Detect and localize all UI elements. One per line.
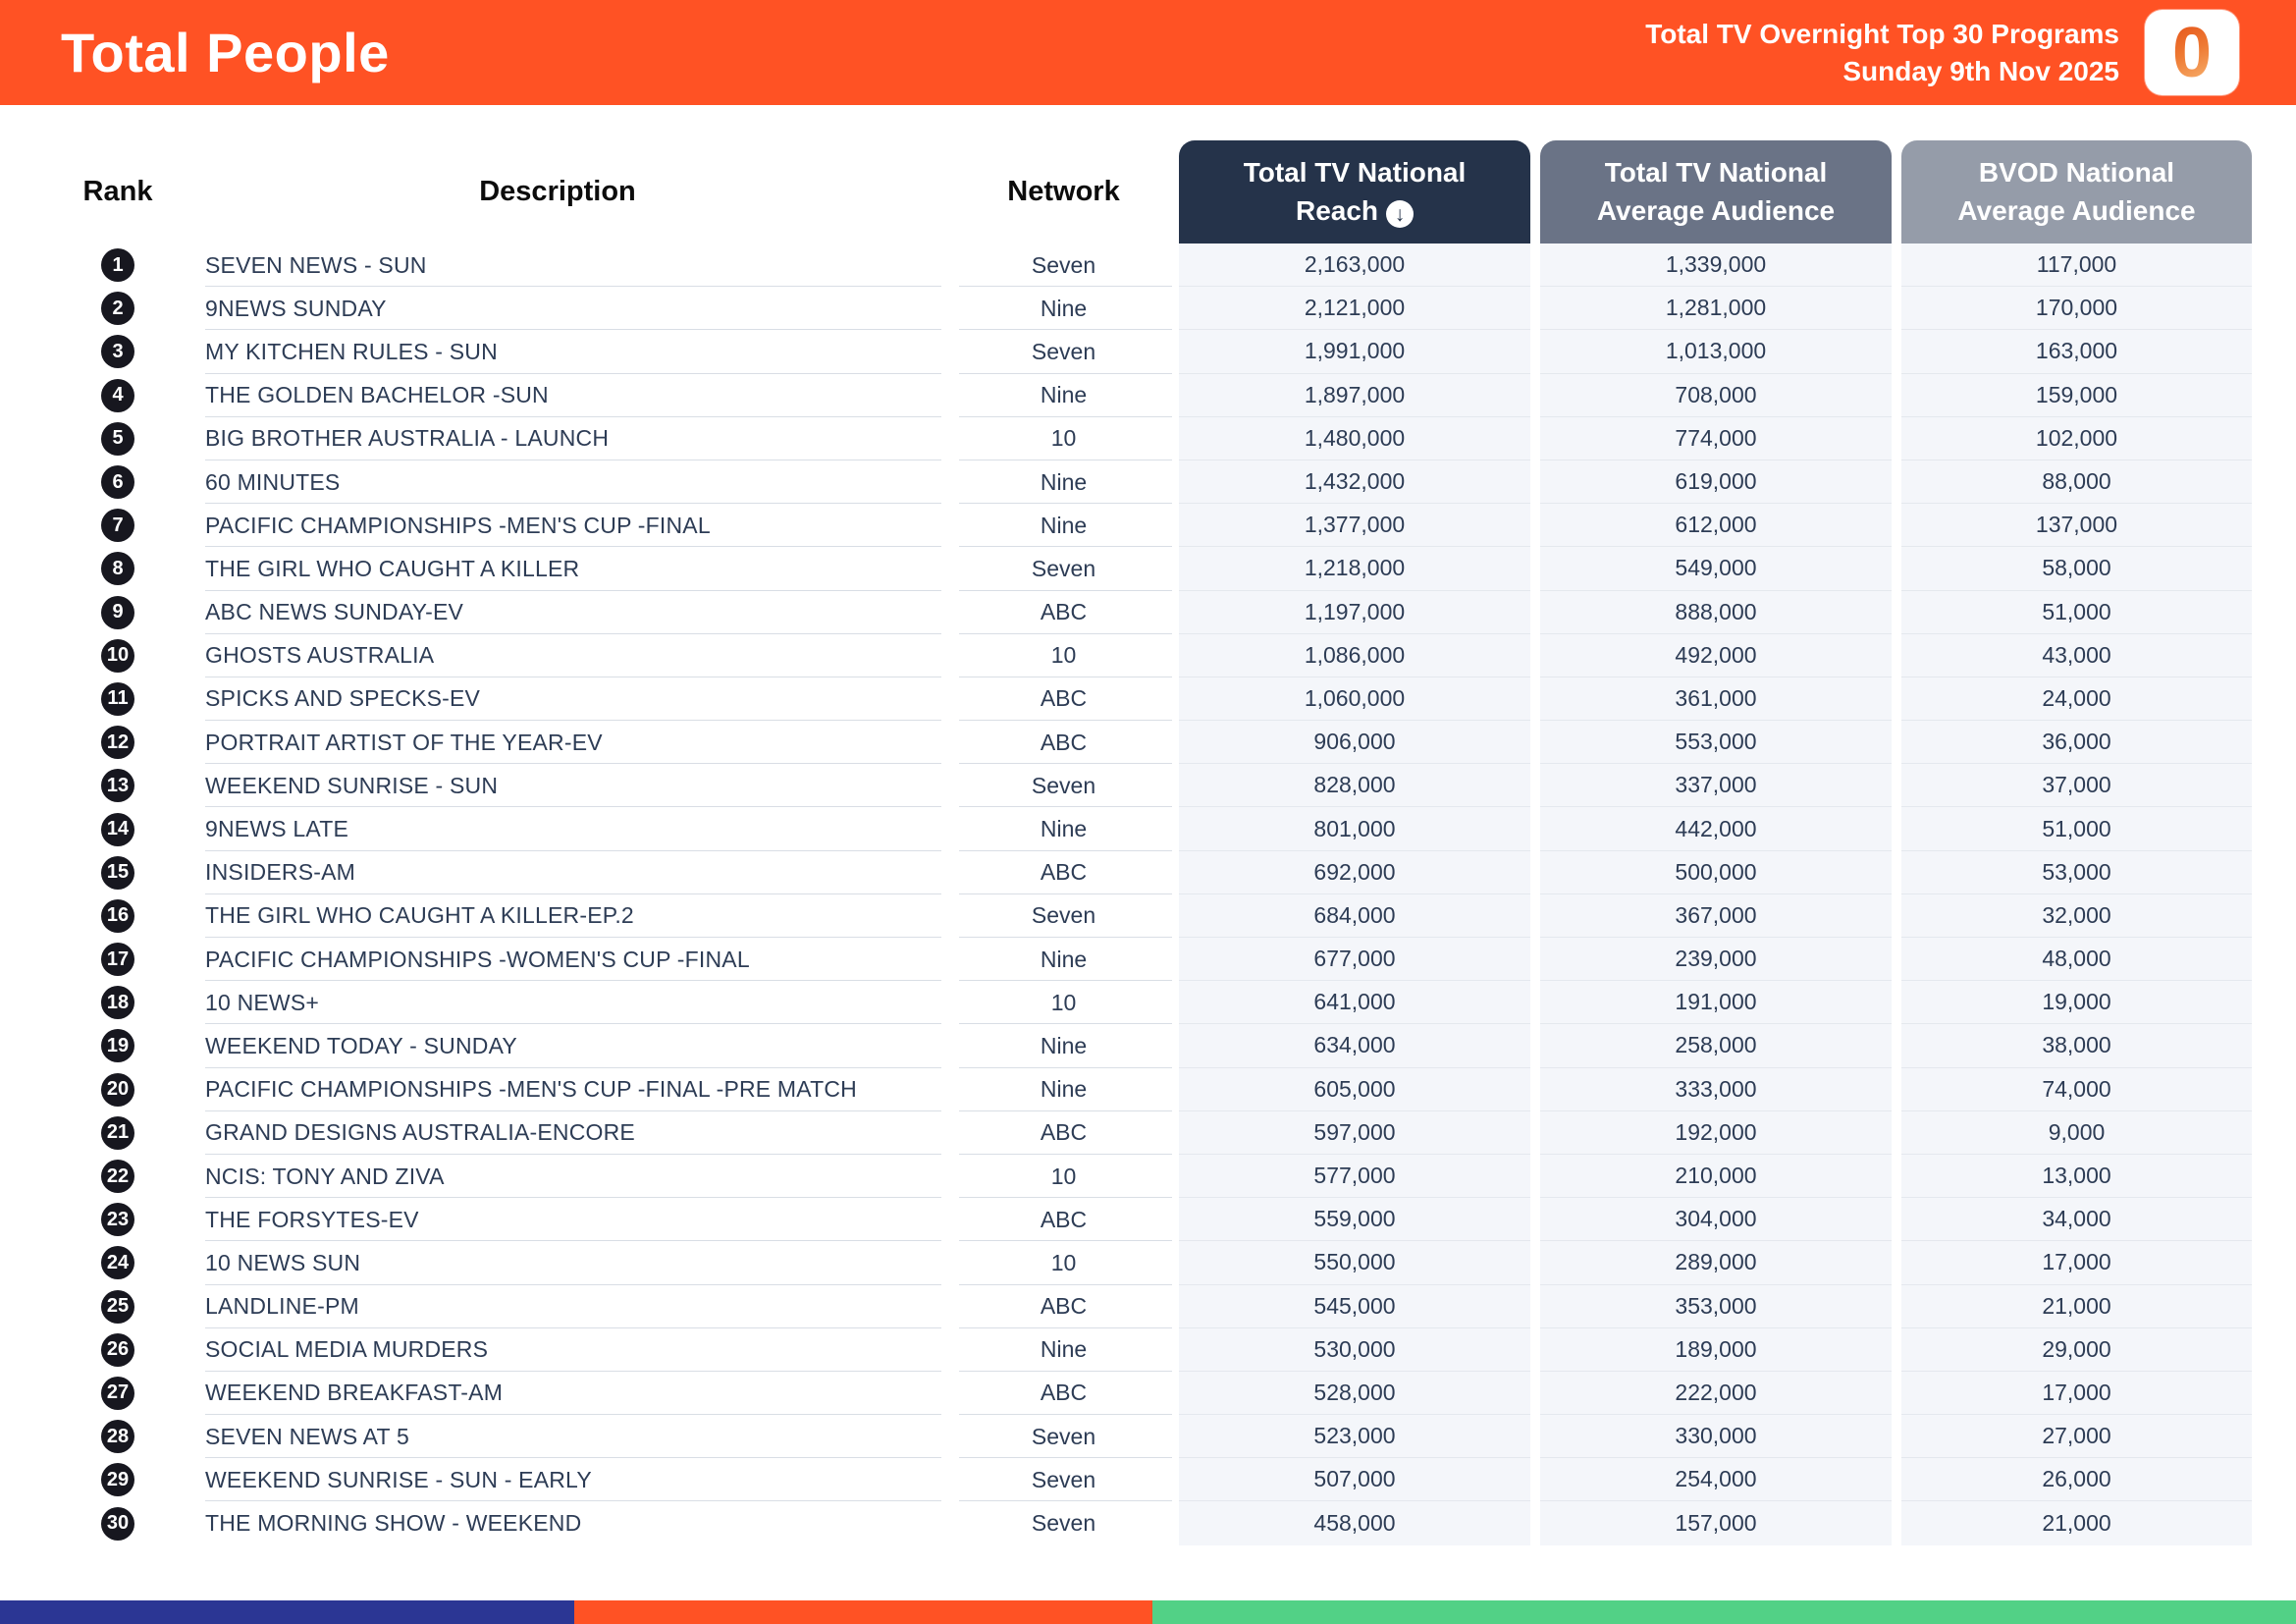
table-row: [74, 938, 2257, 981]
report-subtitle: [1645, 16, 2145, 90]
table-row: [74, 547, 2257, 590]
table-row: [74, 1501, 2257, 1544]
program-description: 9NEWS LATE: [162, 807, 953, 850]
total-tv-national-reach-value: 559,000: [1179, 1198, 1530, 1241]
total-tv-national-average-audience-value: 549,000: [1540, 547, 1892, 590]
total-tv-national-reach-value: 577,000: [1179, 1155, 1530, 1198]
program-network: 10: [953, 1155, 1174, 1198]
total-tv-national-average-audience-value: 1,013,000: [1540, 330, 1892, 373]
rank-badge: 25: [101, 1290, 134, 1324]
total-tv-national-reach-value: 1,086,000: [1179, 634, 1530, 677]
program-network: Nine: [953, 1068, 1174, 1111]
program-network: ABC: [953, 721, 1174, 764]
total-tv-national-average-audience-value: 210,000: [1540, 1155, 1892, 1198]
program-network: Seven: [1031, 1510, 1096, 1537]
total-tv-national-reach-value: 523,000: [1179, 1415, 1530, 1458]
bvod-national-average-audience-value: 13,000: [1901, 1155, 2252, 1198]
total-tv-national-reach-value: 1,480,000: [1179, 417, 1530, 460]
total-tv-national-average-audience-value: 367,000: [1540, 894, 1892, 938]
program-description: 9NEWS SUNDAY: [162, 287, 953, 330]
total-tv-national-average-audience-value: 254,000: [1540, 1458, 1892, 1501]
table-row: [74, 1458, 2257, 1501]
program-description: WEEKEND SUNRISE - SUN - EARLY: [162, 1458, 953, 1501]
program-description: SOCIAL MEDIA MURDERS: [162, 1328, 953, 1372]
column-header-total-tv-reach[interactable]: Total TV National Reach ↓: [1179, 140, 1530, 244]
rank-badge: 18: [101, 986, 134, 1019]
rank-badge: 27: [101, 1377, 134, 1410]
total-tv-national-reach-value: 2,121,000: [1179, 287, 1530, 330]
bvod-national-average-audience-value: 17,000: [1901, 1241, 2252, 1284]
table-row: [74, 460, 2257, 504]
bvod-national-average-audience-value: 58,000: [1901, 547, 2252, 590]
footer-color-stripe: [0, 1600, 2296, 1624]
rank-badge: 6: [101, 465, 134, 499]
table-row: [74, 1155, 2257, 1198]
program-description: PACIFIC CHAMPIONSHIPS -WOMEN'S CUP -FINAL: [162, 938, 953, 981]
program-description: WEEKEND SUNRISE - SUN: [162, 764, 953, 807]
table-row: [74, 330, 2257, 373]
rank-badge: 19: [101, 1029, 134, 1062]
bvod-national-average-audience-value: 19,000: [1901, 981, 2252, 1024]
program-description: GHOSTS AUSTRALIA: [162, 634, 953, 677]
table-header-row: [74, 140, 2257, 244]
rank-badge: 8: [101, 552, 134, 585]
total-tv-national-average-audience-value: 304,000: [1540, 1198, 1892, 1241]
program-description: THE GOLDEN BACHELOR -SUN: [162, 374, 953, 417]
total-tv-national-reach-value: 530,000: [1179, 1328, 1530, 1372]
total-tv-national-reach-value: 1,991,000: [1179, 330, 1530, 373]
page-title: Total People: [61, 22, 390, 83]
total-tv-national-average-audience-value: 619,000: [1540, 460, 1892, 504]
bvod-national-average-audience-value: 51,000: [1901, 807, 2252, 850]
total-tv-national-reach-value: 692,000: [1179, 851, 1530, 894]
program-network: ABC: [953, 1198, 1174, 1241]
rank-badge: 1: [101, 248, 134, 282]
total-tv-national-average-audience-value: 333,000: [1540, 1068, 1892, 1111]
total-tv-national-average-audience-value: 888,000: [1540, 591, 1892, 634]
bvod-national-average-audience-value: 53,000: [1901, 851, 2252, 894]
table-row: [74, 1068, 2257, 1111]
total-tv-national-average-audience-value: 330,000: [1540, 1415, 1892, 1458]
bvod-national-average-audience-value: 21,000: [1901, 1285, 2252, 1328]
program-description: PACIFIC CHAMPIONSHIPS -MEN'S CUP -FINAL: [162, 504, 953, 547]
total-tv-national-average-audience-value: 492,000: [1540, 634, 1892, 677]
table-row: [74, 591, 2257, 634]
rank-badge: 15: [101, 856, 134, 890]
program-network: Seven: [953, 764, 1174, 807]
program-network: ABC: [953, 677, 1174, 721]
report-subtitle-line1: Total TV Overnight Top 30 Programs: [1645, 18, 2119, 49]
program-description: THE MORNING SHOW - WEEKEND: [205, 1510, 582, 1537]
program-network: 10: [953, 634, 1174, 677]
table-row: [74, 1285, 2257, 1328]
total-tv-national-average-audience-value: 1,339,000: [1540, 244, 1892, 287]
rank-badge: 5: [101, 422, 134, 456]
program-network: Nine: [953, 374, 1174, 417]
table-row: [74, 417, 2257, 460]
bvod-national-average-audience-value: 36,000: [1901, 721, 2252, 764]
total-tv-national-reach-value: 641,000: [1179, 981, 1530, 1024]
bvod-national-average-audience-value: 34,000: [1901, 1198, 2252, 1241]
rank-badge: 21: [101, 1116, 134, 1150]
rank-badge: 14: [101, 813, 134, 846]
bvod-national-average-audience-value: 24,000: [1901, 677, 2252, 721]
program-network: Seven: [953, 1458, 1174, 1501]
program-description: MY KITCHEN RULES - SUN: [162, 330, 953, 373]
table-row: [74, 1415, 2257, 1458]
program-description: PORTRAIT ARTIST OF THE YEAR-EV: [162, 721, 953, 764]
column-header-rank: Rank: [82, 176, 153, 207]
bvod-national-average-audience-value: 26,000: [1901, 1458, 2252, 1501]
program-network: 10: [953, 417, 1174, 460]
total-tv-national-average-audience-value: 774,000: [1540, 417, 1892, 460]
bvod-national-average-audience-value: 170,000: [1901, 287, 2252, 330]
top-banner: [0, 0, 2296, 105]
total-tv-national-average-audience-value: 353,000: [1540, 1285, 1892, 1328]
total-tv-national-average-audience-value: 222,000: [1540, 1372, 1892, 1415]
table-row: [74, 1024, 2257, 1067]
column-header-description: Description: [479, 176, 636, 207]
program-network: Nine: [953, 807, 1174, 850]
bvod-national-average-audience-value: 37,000: [1901, 764, 2252, 807]
total-tv-national-reach-value: 458,000: [1179, 1501, 1530, 1544]
table-row: [74, 894, 2257, 938]
program-network: Nine: [953, 460, 1174, 504]
bvod-national-average-audience-value: 38,000: [1901, 1024, 2252, 1067]
table-body: [74, 244, 2257, 1545]
program-description: ABC NEWS SUNDAY-EV: [162, 591, 953, 634]
footer-stripe-blue: [0, 1600, 574, 1624]
program-network: Nine: [953, 1024, 1174, 1067]
table-row: [74, 981, 2257, 1024]
oztam-logo-zero: 0: [2171, 13, 2213, 92]
total-tv-national-average-audience-value: 191,000: [1540, 981, 1892, 1024]
rank-badge: 20: [101, 1073, 134, 1107]
table-row: [74, 721, 2257, 764]
rank-badge: 3: [101, 335, 134, 368]
total-tv-national-average-audience-value: 1,281,000: [1540, 287, 1892, 330]
table-row: [74, 287, 2257, 330]
program-network: Nine: [953, 1328, 1174, 1372]
table-row: [74, 634, 2257, 677]
table-row: [74, 504, 2257, 547]
total-tv-national-reach-value: 634,000: [1179, 1024, 1530, 1067]
program-network: ABC: [953, 1111, 1174, 1155]
total-tv-national-reach-value: 1,897,000: [1179, 374, 1530, 417]
program-description: 60 MINUTES: [162, 460, 953, 504]
rank-badge: 4: [101, 379, 134, 412]
total-tv-national-reach-value: 1,060,000: [1179, 677, 1530, 721]
program-description: WEEKEND BREAKFAST-AM: [162, 1372, 953, 1415]
total-tv-national-average-audience-value: 258,000: [1540, 1024, 1892, 1067]
program-network: ABC: [953, 591, 1174, 634]
program-description: NCIS: TONY AND ZIVA: [162, 1155, 953, 1198]
bvod-national-average-audience-value: 117,000: [1901, 244, 2252, 287]
bvod-national-average-audience-value: 159,000: [1901, 374, 2252, 417]
program-description: SEVEN NEWS - SUN: [162, 244, 953, 287]
column-header-total-tv-average-audience[interactable]: Total TV National Average Audience: [1540, 140, 1892, 244]
column-header-bvod-average-audience[interactable]: BVOD National Average Audience: [1901, 140, 2252, 244]
table-row: [74, 851, 2257, 894]
total-tv-national-reach-value: 2,163,000: [1179, 244, 1530, 287]
program-network: Nine: [953, 504, 1174, 547]
program-description: SPICKS AND SPECKS-EV: [162, 677, 953, 721]
footer-stripe-green: [1152, 1600, 2296, 1624]
total-tv-national-average-audience-value: 708,000: [1540, 374, 1892, 417]
total-tv-national-reach-value: 597,000: [1179, 1111, 1530, 1155]
table-row: [74, 244, 2257, 287]
total-tv-national-average-audience-value: 337,000: [1540, 764, 1892, 807]
bvod-national-average-audience-value: 48,000: [1901, 938, 2252, 981]
program-network: Seven: [953, 547, 1174, 590]
rank-badge: 11: [101, 682, 134, 716]
bvod-national-average-audience-value: 163,000: [1901, 330, 2252, 373]
total-tv-national-reach-value: 684,000: [1179, 894, 1530, 938]
table-row: [74, 1328, 2257, 1372]
program-network: Seven: [953, 244, 1174, 287]
rank-badge: 9: [101, 596, 134, 629]
bvod-national-average-audience-value: 137,000: [1901, 504, 2252, 547]
total-tv-national-reach-value: 545,000: [1179, 1285, 1530, 1328]
bvod-national-average-audience-value: 9,000: [1901, 1111, 2252, 1155]
report-date: Sunday 9th Nov 2025: [1842, 55, 2119, 86]
bvod-national-average-audience-value: 43,000: [1901, 634, 2252, 677]
program-network: ABC: [953, 851, 1174, 894]
total-tv-national-reach-value: 677,000: [1179, 938, 1530, 981]
bvod-national-average-audience-value: 29,000: [1901, 1328, 2252, 1372]
rank-badge: 12: [101, 726, 134, 759]
total-tv-national-average-audience-value: 189,000: [1540, 1328, 1892, 1372]
program-description: 10 NEWS+: [162, 981, 953, 1024]
rank-badge: 26: [101, 1333, 134, 1367]
program-description: 10 NEWS SUN: [162, 1241, 953, 1284]
rank-badge: 30: [101, 1507, 134, 1541]
rank-badge: 16: [101, 899, 134, 933]
total-tv-national-reach-value: 828,000: [1179, 764, 1530, 807]
total-tv-national-reach-value: 1,432,000: [1179, 460, 1530, 504]
rank-badge: 22: [101, 1160, 134, 1193]
program-network: 10: [953, 981, 1174, 1024]
total-tv-national-average-audience-value: 239,000: [1540, 938, 1892, 981]
program-network: ABC: [953, 1285, 1174, 1328]
program-description: THE FORSYTES-EV: [162, 1198, 953, 1241]
program-description: INSIDERS-AM: [162, 851, 953, 894]
program-network: Nine: [953, 938, 1174, 981]
rank-badge: 2: [101, 292, 134, 325]
rank-badge: 7: [101, 509, 134, 542]
program-description: SEVEN NEWS AT 5: [162, 1415, 953, 1458]
rank-badge: 29: [101, 1463, 134, 1496]
rank-badge: 28: [101, 1420, 134, 1453]
program-description: BIG BROTHER AUSTRALIA - LAUNCH: [162, 417, 953, 460]
table-row: [74, 764, 2257, 807]
program-description: GRAND DESIGNS AUSTRALIA-ENCORE: [162, 1111, 953, 1155]
oztam-logo: [2145, 10, 2239, 95]
table-row: [74, 1372, 2257, 1415]
total-tv-national-average-audience-value: 442,000: [1540, 807, 1892, 850]
total-tv-national-average-audience-value: 361,000: [1540, 677, 1892, 721]
program-network: Nine: [953, 287, 1174, 330]
bvod-national-average-audience-value: 27,000: [1901, 1415, 2252, 1458]
table-row: [74, 1198, 2257, 1241]
program-network: 10: [953, 1241, 1174, 1284]
table-row: [74, 807, 2257, 850]
total-tv-national-average-audience-value: 289,000: [1540, 1241, 1892, 1284]
program-description: THE GIRL WHO CAUGHT A KILLER: [162, 547, 953, 590]
rank-badge: 13: [101, 769, 134, 802]
sort-descending-icon[interactable]: ↓: [1386, 200, 1414, 228]
table-row: [74, 1241, 2257, 1284]
table-row: [74, 677, 2257, 721]
program-description: LANDLINE-PM: [162, 1285, 953, 1328]
total-tv-national-reach-value: 528,000: [1179, 1372, 1530, 1415]
rank-badge: 24: [101, 1246, 134, 1279]
bvod-national-average-audience-value: 51,000: [1901, 591, 2252, 634]
top30-programs-table: [74, 140, 2257, 1545]
total-tv-national-average-audience-value: 192,000: [1540, 1111, 1892, 1155]
total-tv-national-average-audience-value: 553,000: [1540, 721, 1892, 764]
program-network: Seven: [953, 894, 1174, 938]
program-network: Seven: [953, 1415, 1174, 1458]
bvod-national-average-audience-value: 17,000: [1901, 1372, 2252, 1415]
bvod-national-average-audience-value: 102,000: [1901, 417, 2252, 460]
column-header-network: Network: [1007, 176, 1120, 207]
rank-badge: 10: [101, 639, 134, 673]
bvod-national-average-audience-value: 88,000: [1901, 460, 2252, 504]
total-tv-national-average-audience-value: 500,000: [1540, 851, 1892, 894]
program-network: Seven: [953, 330, 1174, 373]
total-tv-national-reach-value: 605,000: [1179, 1068, 1530, 1111]
total-tv-national-reach-value: 801,000: [1179, 807, 1530, 850]
bvod-national-average-audience-value: 21,000: [1901, 1501, 2252, 1544]
total-tv-national-reach-value: 1,218,000: [1179, 547, 1530, 590]
table-row: [74, 374, 2257, 417]
total-tv-national-reach-value: 1,197,000: [1179, 591, 1530, 634]
footer-stripe-orange: [574, 1600, 1152, 1624]
total-tv-national-reach-value: 550,000: [1179, 1241, 1530, 1284]
total-tv-national-reach-value: 507,000: [1179, 1458, 1530, 1501]
program-description: WEEKEND TODAY - SUNDAY: [162, 1024, 953, 1067]
rank-badge: 23: [101, 1203, 134, 1236]
total-tv-national-average-audience-value: 612,000: [1540, 504, 1892, 547]
table-row: [74, 1111, 2257, 1155]
program-network: ABC: [953, 1372, 1174, 1415]
bvod-national-average-audience-value: 32,000: [1901, 894, 2252, 938]
total-tv-national-reach-value: 1,377,000: [1179, 504, 1530, 547]
program-description: THE GIRL WHO CAUGHT A KILLER-EP.2: [162, 894, 953, 938]
total-tv-national-average-audience-value: 157,000: [1540, 1501, 1892, 1544]
rank-badge: 17: [101, 943, 134, 976]
bvod-national-average-audience-value: 74,000: [1901, 1068, 2252, 1111]
total-tv-national-reach-value: 906,000: [1179, 721, 1530, 764]
program-description: PACIFIC CHAMPIONSHIPS -MEN'S CUP -FINAL -PRE MATCH: [162, 1068, 953, 1111]
